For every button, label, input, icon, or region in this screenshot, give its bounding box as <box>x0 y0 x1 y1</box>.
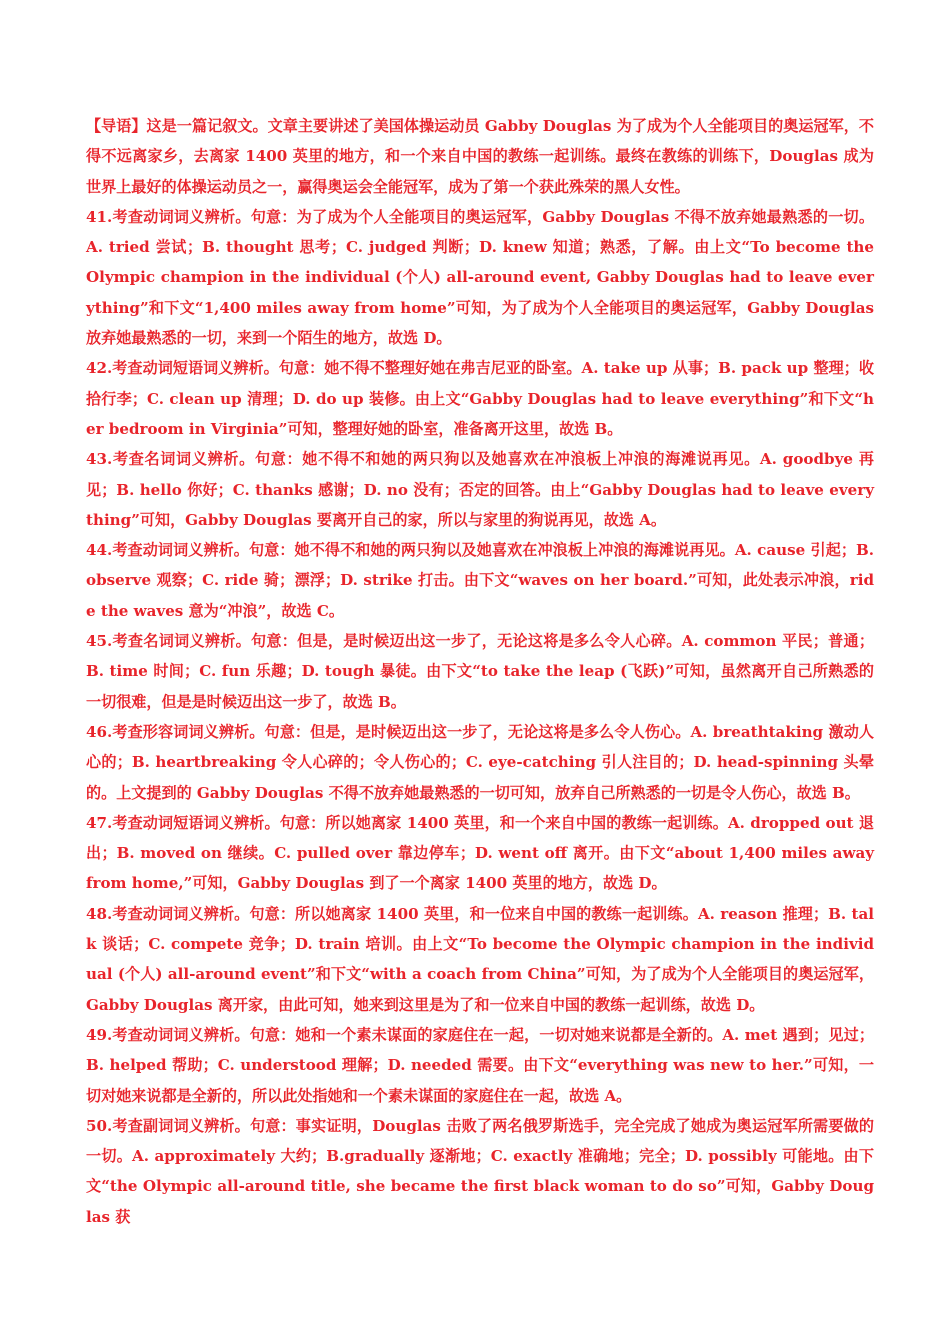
document-page <box>86 111 874 1232</box>
explanation-48: 48.考查动词词义辨析。句意：所以她离家 1400 英里，和一位来自中国的教练一起训练。A. reason 推理；B. talk 谈话；C. compete 竞争；D. train 培训。由上文“To become the Olympic champion in the individual (个人) all-around event”和下文“with a coach from China”可知，为了成为个人全能项目的奥运冠军，Gabby Douglas 离开家，由此可知，她来到这里是为了和一位来自中国的教练一起训练，故选 D。 <box>86 904 874 1014</box>
explanation-47: 47.考查动词短语词义辨析。句意：所以她离家 1400 英里，和一个来自中国的教练一起训练。A. dropped out 退出；B. moved on 继续。C. pulled over 靠边停车；D. went off 离开。由下文“about 1,400 miles away from home,”可知，Gabby Douglas 到了一个离家 1400 英里的地方，故选 D。 <box>86 813 874 893</box>
explanation-45: 45.考查名词词义辨析。句意：但是，是时候迈出这一步了，无论这将是多么令人心碎。A. common 平民；普通；B. time 时间；C. fun 乐趣；D. tough 暴徒。由下文“to take the leap (飞跃)”可知，虽然离开自己所熟悉的一切很难，但是是时候迈出这一步了，故选 B。 <box>86 632 874 711</box>
explanation-46: 46.考查形容词词义辨析。句意：但是，是时候迈出这一步了，无论这将是多么令人伤心。A. breathtaking 激动人心的；B. heartbreaking 令人心碎的；令人伤心的；C. eye-catching 引人注目的；D. head-spinning 头晕的。上文提到的 Gabby Douglas 不得不放弃她最熟悉的一切可知，放弃自己所熟悉的一切是令人伤心，故选 B。 <box>86 722 874 802</box>
intro-paragraph: 【导语】这是一篇记叙文。文章主要讲述了美国体操运动员 Gabby Douglas 为了成为个人全能项目的奥运冠军，不得不远离家乡，去离家 1400 英里的地方，和一个来自中国的教练一起训练。最终在教练的训练下，Douglas 成为世界上最好的体操运动员之一，赢得奥运会全能冠军，成为了第一个获此殊荣的黑人女性。 <box>86 117 874 196</box>
explanation-41: 41.考查动词词义辨析。句意：为了成为个人全能项目的奥运冠军，Gabby Douglas 不得不放弃她最熟悉的一切。A. tried 尝试；B. thought 思考；C. judged 判断；D. knew 知道；熟悉，了解。由上文“To become the Olympic champion in the individual (个人) all-around event, Gabby Douglas had to leave everything”和下文“1,400 miles away from home”可知，为了成为个人全能项目的奥运冠军，Gabby Douglas 放弃她最熟悉的一切，来到一个陌生的地方，故选 D。 <box>86 207 874 348</box>
explanation-49: 49.考查动词词义辨析。句意：她和一个素未谋面的家庭住在一起，一切对她来说都是全新的。A. met 遇到；见过；B. helped 帮助；C. understood 理解；D. needed 需要。由下文“everything was new to her.”可知，一切对她来说都是全新的，所以此处指她和一个素未谋面的家庭住在一起，故选 A。 <box>86 1025 874 1105</box>
explanation-50: 50.考查副词词义辨析。句意：事实证明，Douglas 击败了两名俄罗斯选手，完全完成了她成为奥运冠军所需要做的一切。A. approximately 大约；B.gradually 逐渐地；C. exactly 准确地；完全；D. possibly 可能地。由下文“the Olympic all-around title, she became the first black woman to do so”可知，Gabby Douglas 获 <box>86 1116 874 1226</box>
explanation-43: 43.考查名词词义辨析。句意：她不得不和她的两只狗以及她喜欢在冲浪板上冲浪的海滩说再见。A. goodbye 再见；B. hello 你好；C. thanks 感谢；D. no 没有；否定的回答。由上“Gabby Douglas had to leave everything”可知，Gabby Douglas 要离开自己的家，所以与家里的狗说再见，故选 A。 <box>86 450 874 529</box>
explanation-44: 44.考查动词词义辨析。句意：她不得不和她的两只狗以及她喜欢在冲浪板上冲浪的海滩说再见。A. cause 引起；B. observe 观察；C. ride 骑；漂浮；D. strike 打击。由下文“waves on her board.”可知，此处表示冲浪，ride the waves 意为“冲浪”，故选 C。 <box>86 541 874 620</box>
explanation-42: 42.考查动词短语词义辨析。句意：她不得不整理好她在弗吉尼亚的卧室。A. take up 从事；B. pack up 整理；收拾行李；C. clean up 清理；D. do up 装修。由上文“Gabby Douglas had to leave everything”和下文“her bedroom in Virginia”可知，整理好她的卧室，准备离开这里，故选 B。 <box>86 359 874 438</box>
